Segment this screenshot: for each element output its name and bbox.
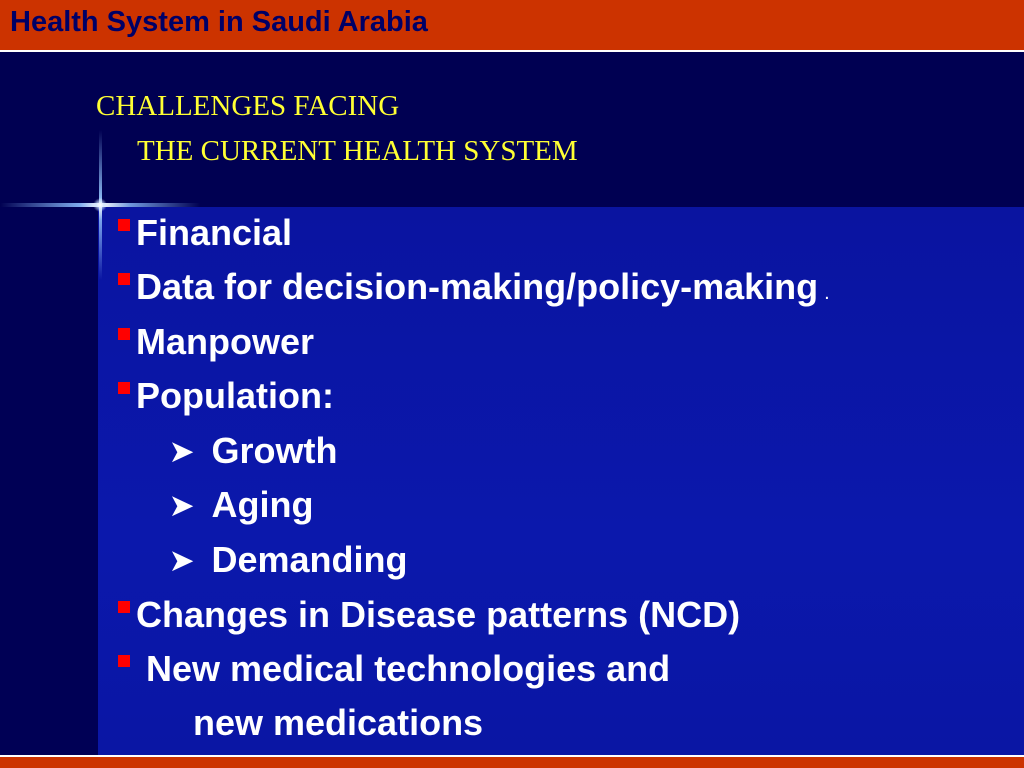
subtitle-line-1: CHALLENGES FACING xyxy=(96,90,400,122)
bullet-text: Changes in Disease patterns (NCD) xyxy=(136,594,741,635)
header-bar xyxy=(0,0,1024,52)
bullet-trailing-period: . xyxy=(824,282,830,304)
slide-header-title: Health System in Saudi Arabia xyxy=(10,6,428,38)
bullet-text: Financial xyxy=(136,212,293,253)
red-square-bullet-icon xyxy=(118,655,130,667)
bullet-text: Population: xyxy=(136,375,334,416)
sub-bullet-text: Demanding xyxy=(211,539,408,580)
bullet-text: Data for decision-making/policy-making xyxy=(136,266,819,307)
red-square-bullet-icon xyxy=(118,273,130,285)
sparkle-icon xyxy=(93,198,107,212)
arrowhead-bullet-icon: ➤ xyxy=(170,490,194,521)
bullet-population xyxy=(118,375,334,417)
red-square-bullet-icon xyxy=(118,601,130,613)
bullet-manpower xyxy=(118,321,314,363)
bullet-data xyxy=(118,266,830,314)
sub-bullet-text: Growth xyxy=(211,430,338,471)
bullet-text: Manpower xyxy=(136,321,315,362)
title-band xyxy=(0,52,1024,207)
red-square-bullet-icon xyxy=(118,328,130,340)
bullet-technologies xyxy=(118,648,670,690)
sub-bullet-aging xyxy=(170,484,313,527)
sub-bullet-growth xyxy=(170,430,337,473)
arrowhead-bullet-icon: ➤ xyxy=(170,545,194,576)
sub-bullet-text: Aging xyxy=(211,484,314,525)
sub-bullet-demanding xyxy=(170,539,407,582)
bullet-financial xyxy=(118,212,292,254)
red-square-bullet-icon xyxy=(118,382,130,394)
left-panel xyxy=(0,207,98,755)
bullet-disease-patterns xyxy=(118,594,740,636)
footer-bar xyxy=(0,755,1024,768)
subtitle-line-2: THE CURRENT HEALTH SYSTEM xyxy=(137,135,578,167)
arrowhead-bullet-icon: ➤ xyxy=(170,436,194,467)
bullet-text: New medical technologies and xyxy=(146,648,671,689)
bullet-technologies-continued: new medications xyxy=(193,702,484,743)
red-square-bullet-icon xyxy=(118,219,130,231)
